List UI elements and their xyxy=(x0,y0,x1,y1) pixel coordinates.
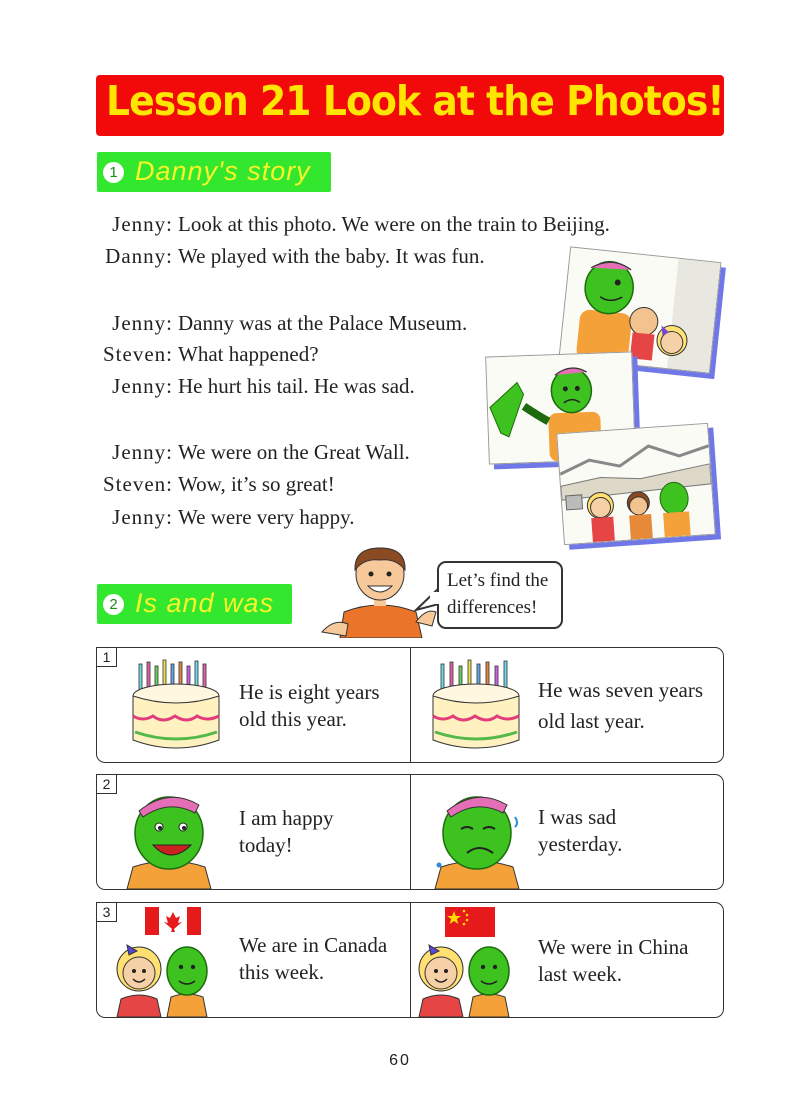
utterance: Look at this photo. We were on the train to Beijing. xyxy=(178,212,610,236)
comparison-left-line: this week. xyxy=(239,960,325,984)
speaker: Jenny: xyxy=(112,311,173,335)
comparison-right-line: yesterday. xyxy=(538,832,623,856)
comparison-left-line: He is eight years xyxy=(239,680,380,704)
speaker: Danny: xyxy=(105,244,173,268)
section-1-title: Danny's story xyxy=(135,156,311,186)
comparison-right-line: We were in China xyxy=(538,935,689,959)
comparison-right-line: I was sad xyxy=(538,805,617,829)
speaker: Jenny: xyxy=(112,505,173,529)
bubble-seam-cover xyxy=(430,592,441,604)
utterance: What happened? xyxy=(178,342,319,366)
comparison-right-line: old last year. xyxy=(538,709,645,733)
speaker: Jenny: xyxy=(112,212,173,236)
page-number: 60 xyxy=(389,1052,411,1069)
birthday-cake-icon xyxy=(131,658,221,754)
row-number: 2 xyxy=(96,774,117,794)
section-2-title: Is and was xyxy=(135,588,275,618)
section-1-number: 1 xyxy=(103,162,124,183)
china-flag-icon xyxy=(445,907,495,937)
utterance: We were very happy. xyxy=(178,505,355,529)
comparison-row xyxy=(96,902,724,1018)
utterance: Danny was at the Palace Museum. xyxy=(178,311,468,335)
row-divider xyxy=(410,775,411,889)
section-2-number: 2 xyxy=(103,594,124,615)
row-number: 1 xyxy=(96,647,117,667)
speech-bubble-line: differences! xyxy=(447,597,538,618)
utterance: He hurt his tail. He was sad. xyxy=(178,374,415,398)
comparison-left-line: today! xyxy=(239,833,293,857)
birthday-cake-icon xyxy=(431,658,521,754)
speaker: Steven: xyxy=(103,472,173,496)
comparison-row xyxy=(96,647,724,763)
speech-bubble-line: Let’s find the xyxy=(447,570,549,591)
row-number: 3 xyxy=(96,902,117,922)
canada-flag-icon xyxy=(145,907,201,935)
speaker: Steven: xyxy=(103,342,173,366)
row-divider xyxy=(410,648,411,762)
lesson-title: Lesson 21 Look at the Photos! xyxy=(106,77,724,125)
jenny-and-danny-icon xyxy=(413,935,519,1017)
comparison-right-line: He was seven years xyxy=(538,678,704,702)
comparison-left-line: We are in Canada xyxy=(239,933,388,957)
jenny-and-danny-icon xyxy=(111,935,217,1017)
comparison-left-line: old this year. xyxy=(239,707,347,731)
lesson-title-bar xyxy=(96,75,724,136)
speaker: Jenny: xyxy=(112,374,173,398)
great-wall-illustration xyxy=(557,424,714,544)
section-2-tag xyxy=(97,584,292,624)
comparison-left-line: I am happy xyxy=(239,806,334,830)
utterance: We were on the Great Wall. xyxy=(178,440,410,464)
happy-dinosaur-icon xyxy=(119,783,219,889)
speaker: Jenny: xyxy=(112,440,173,464)
speech-bubble xyxy=(437,561,563,629)
row-divider xyxy=(410,903,411,1017)
section-1-tag xyxy=(97,152,331,192)
comparison-row xyxy=(96,774,724,890)
utterance: We played with the baby. It was fun. xyxy=(178,244,485,268)
comparison-right-line: last week. xyxy=(538,962,622,986)
photo-great-wall xyxy=(556,423,715,545)
sad-dinosaur-icon xyxy=(427,783,527,889)
utterance: Wow, it’s so great! xyxy=(178,472,335,496)
